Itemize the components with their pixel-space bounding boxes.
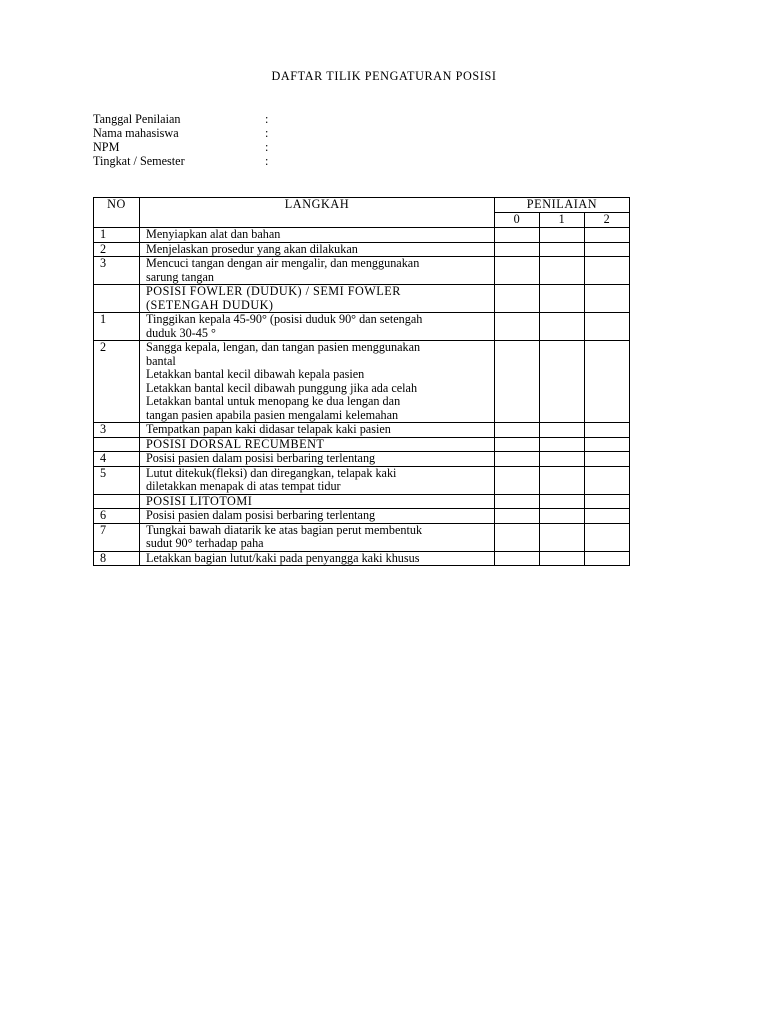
step-line: Menyiapkan alat dan bahan	[146, 227, 281, 241]
table-row	[94, 523, 630, 551]
table-row	[94, 509, 630, 524]
step-number: 5	[94, 466, 140, 494]
table-row	[94, 228, 630, 243]
field-colon: :	[265, 140, 269, 154]
field-label: Tanggal Penilaian	[93, 112, 181, 126]
step-text	[140, 423, 495, 438]
section-row	[94, 285, 630, 313]
score-cell-0[interactable]	[495, 509, 540, 524]
step-line: Menjelaskan prosedur yang akan dilakukan	[146, 242, 358, 256]
step-line: Lutut ditekuk(fleksi) dan diregangkan, telapak kaki	[146, 466, 397, 480]
score-cell-2[interactable]	[585, 509, 630, 524]
field-colon: :	[265, 112, 269, 126]
step-line: Mencuci tangan dengan air mengalir, dan menggunakan	[146, 256, 420, 270]
score-level-2: 2	[585, 213, 630, 228]
step-text	[140, 313, 495, 341]
score-level-1: 1	[540, 213, 585, 228]
step-line: sarung tangan	[146, 269, 215, 284]
score-cell-2[interactable]	[585, 437, 630, 452]
score-cell-0[interactable]	[495, 313, 540, 341]
field-colon: :	[265, 154, 269, 168]
step-text	[140, 452, 495, 467]
table-row	[94, 551, 630, 566]
step-number: 7	[94, 523, 140, 551]
score-cell-2[interactable]	[585, 242, 630, 257]
table-row	[94, 242, 630, 257]
step-text	[140, 257, 495, 285]
step-line: Letakkan bagian lutut/kaki pada penyangga kaki khusus	[146, 551, 420, 565]
table-row	[94, 452, 630, 467]
score-cell-0[interactable]	[495, 285, 540, 313]
step-number: 2	[94, 341, 140, 423]
step-number	[94, 437, 140, 452]
section-title	[140, 285, 495, 313]
field-row-npm	[93, 140, 275, 154]
checklist-table	[93, 197, 630, 566]
score-cell-2[interactable]	[585, 285, 630, 313]
step-line: POSISI LITOTOMI	[146, 494, 253, 508]
header-no: NO	[94, 198, 140, 228]
step-number: 1	[94, 228, 140, 243]
step-text	[140, 523, 495, 551]
score-cell-2[interactable]	[585, 494, 630, 509]
field-label: Nama mahasiswa	[93, 126, 179, 140]
score-cell-0[interactable]	[495, 228, 540, 243]
section-title	[140, 437, 495, 452]
page-title: DAFTAR TILIK PENGATURAN POSISI	[271, 69, 497, 83]
score-cell-2[interactable]	[585, 452, 630, 467]
score-cell-1[interactable]	[540, 437, 585, 452]
step-line: Letakkan bantal kecil dibawah punggung jika ada celah	[146, 380, 418, 395]
step-line: Tungkai bawah diatarik ke atas bagian perut membentuk	[146, 523, 423, 537]
score-cell-1[interactable]	[540, 285, 585, 313]
field-row-level	[93, 154, 275, 168]
step-line: Tempatkan papan kaki didasar telapak kaki pasien	[146, 422, 391, 436]
score-cell-0[interactable]	[495, 494, 540, 509]
step-line: tangan pasien apabila pasien mengalami kelemahan	[146, 407, 399, 422]
step-number: 3	[94, 257, 140, 285]
step-number: 4	[94, 452, 140, 467]
header-score: PENILAIAN	[495, 198, 630, 213]
score-cell-1[interactable]	[540, 523, 585, 551]
score-cell-2[interactable]	[585, 228, 630, 243]
step-number	[94, 494, 140, 509]
step-line: POSISI DORSAL RECUMBENT	[146, 437, 325, 451]
score-cell-0[interactable]	[495, 466, 540, 494]
step-number	[94, 285, 140, 313]
step-line: bantal	[146, 353, 176, 368]
step-line: Posisi pasien dalam posisi berbaring terlentang	[146, 451, 376, 465]
step-text	[140, 551, 495, 566]
step-text	[140, 509, 495, 524]
section-title	[140, 494, 495, 509]
field-row-date	[93, 112, 275, 126]
step-line: diletakkan menapak di atas tempat tidur	[146, 479, 341, 493]
score-cell-1[interactable]	[540, 551, 585, 566]
checklist-body	[94, 228, 630, 566]
header-step: LANGKAH	[140, 198, 495, 228]
field-row-name	[93, 126, 275, 140]
step-text	[140, 242, 495, 257]
step-line: POSISI FOWLER (DUDUK) / SEMI FOWLER	[146, 284, 401, 298]
table-row	[94, 257, 630, 285]
field-colon: :	[265, 126, 269, 140]
score-cell-0[interactable]	[495, 551, 540, 566]
score-cell-0[interactable]	[495, 242, 540, 257]
score-cell-2[interactable]	[585, 551, 630, 566]
step-number: 2	[94, 242, 140, 257]
score-cell-2[interactable]	[585, 523, 630, 551]
step-line: Sangga kepala, lengan, dan tangan pasien menggunakan	[146, 340, 421, 354]
score-cell-0[interactable]	[495, 523, 540, 551]
table-row	[94, 341, 630, 423]
score-cell-1[interactable]	[540, 242, 585, 257]
step-line: Posisi pasien dalam posisi berbaring terlentang	[146, 508, 376, 522]
score-cell-0[interactable]	[495, 257, 540, 285]
score-cell-1[interactable]	[540, 452, 585, 467]
table-row	[94, 423, 630, 438]
table-row	[94, 466, 630, 494]
score-cell-1[interactable]	[540, 466, 585, 494]
field-label: NPM	[93, 140, 120, 154]
step-number: 6	[94, 509, 140, 524]
step-number: 1	[94, 313, 140, 341]
score-cell-2[interactable]	[585, 313, 630, 341]
step-number: 8	[94, 551, 140, 566]
step-line: (SETENGAH DUDUK)	[146, 297, 274, 312]
table-header-row	[94, 198, 630, 213]
step-text	[140, 341, 495, 423]
section-row	[94, 494, 630, 509]
step-line: Tinggikan kepala 45-90° (posisi duduk 90° dan setengah	[146, 312, 423, 326]
section-row	[94, 437, 630, 452]
score-cell-1[interactable]	[540, 257, 585, 285]
score-cell-2[interactable]	[585, 423, 630, 438]
score-cell-1[interactable]	[540, 313, 585, 341]
score-cell-0[interactable]	[495, 423, 540, 438]
score-cell-2[interactable]	[585, 257, 630, 285]
step-text	[140, 228, 495, 243]
step-text	[140, 466, 495, 494]
step-line: Letakkan bantal kecil dibawah kepala pasien	[146, 367, 365, 381]
score-cell-0[interactable]	[495, 452, 540, 467]
score-cell-0[interactable]	[495, 341, 540, 423]
score-cell-2[interactable]	[585, 341, 630, 423]
step-line: duduk 30-45 °	[146, 325, 216, 340]
score-level-0: 0	[495, 213, 540, 228]
score-cell-1[interactable]	[540, 228, 585, 243]
step-number: 3	[94, 423, 140, 438]
step-line: Letakkan bantal untuk menopang ke dua lengan dan	[146, 394, 401, 408]
score-cell-1[interactable]	[540, 341, 585, 423]
score-cell-2[interactable]	[585, 466, 630, 494]
score-cell-1[interactable]	[540, 509, 585, 524]
table-row	[94, 313, 630, 341]
score-cell-1[interactable]	[540, 423, 585, 438]
assessment-fields	[93, 112, 275, 168]
field-label: Tingkat / Semester	[93, 154, 185, 168]
step-line: sudut 90° terhadap paha	[146, 536, 264, 550]
score-cell-0[interactable]	[495, 437, 540, 452]
score-cell-1[interactable]	[540, 494, 585, 509]
